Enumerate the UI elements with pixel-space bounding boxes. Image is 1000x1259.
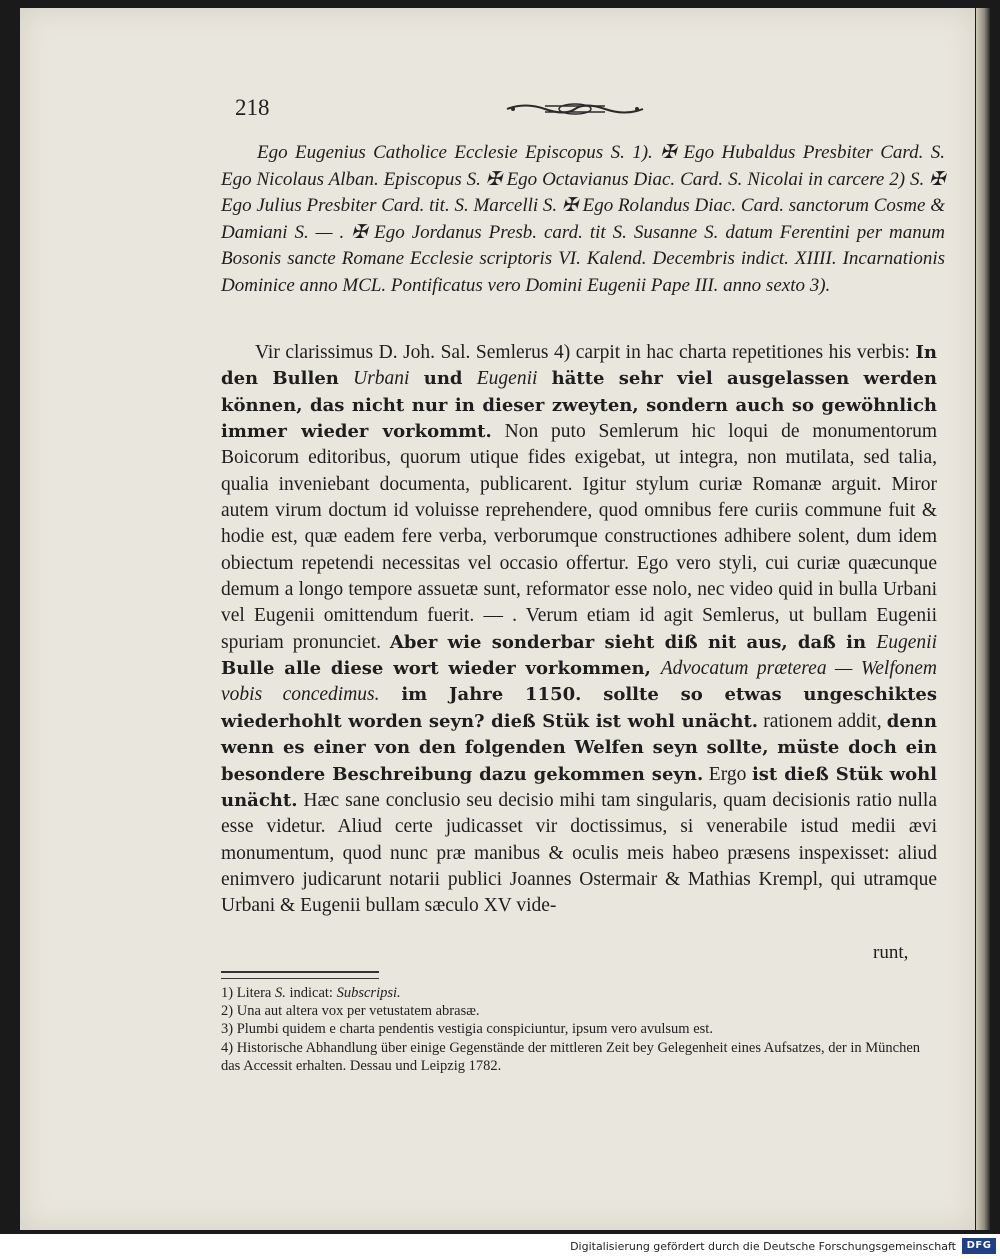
page-edge <box>976 8 990 1230</box>
text-italic: Eugenii <box>476 368 538 390</box>
footnote-emphasis: S. <box>274 985 286 1001</box>
text-italic: Advocatum præterea — Welfonem vobis concedimus. <box>221 658 937 706</box>
footnote-text: Historische Abhandlung über einige Gegenstände der mittleren Zeit bey Gelegenheit eines Aufsatzes, der in München das Accessit erhalten. Dessau und Leipzig 1782. <box>221 1039 921 1074</box>
footnote-text: Plumbi quidem e charta pendentis vestigia conspiciuntur, ipsum vero avulsum est. <box>236 1021 713 1038</box>
text-fraktur: ist dieß Stük wohl unächt. <box>221 763 938 811</box>
footnote-mark: 3) <box>221 1021 234 1038</box>
text-fraktur: im Jahre 1150. sollte so etwas ungeschiktes wiederhohlt worden seyn? dieß Stük ist wohl unächt. <box>221 684 938 732</box>
text-fraktur: und <box>409 368 477 390</box>
footnote-4 <box>221 1039 937 1075</box>
text-fraktur: denn wenn es einer von den folgenden Welfen seyn sollte, müste doch ein besondere Beschreibung dazu gekommen seyn. <box>221 710 937 785</box>
bull-subscription-text: Ego Eugenius Catholice Ecclesie Episcopus S. 1). ✠ Ego Hubaldus Presbiter Card. S. Ego Nicolaus Alban. Episcopus S. ✠ Ego Octavianus Diac. Card. S. Nicolai in carcere 2) S. ✠ Ego Julius Presbiter Card. tit. S. Marcelli S. ✠ Ego Rolandus Diac. Card. sanctorum Cosme & Damiani S. — . ✠ Ego Jordanus Presb. card. tit S. Susanne S. datum Ferentini per manum Bosonis sancte Romane Ecclesie scriptoris VI. Kalend. Decembris indict. XIIII. Incarnationis Dominice anno MCL. Pontificatus vero Domini Eugenii Pape III. anno sexto 3). <box>221 142 945 296</box>
footnote-text: Litera <box>236 985 275 1001</box>
text-latin: rationem addit, <box>758 710 887 732</box>
footnotes <box>221 984 937 1075</box>
text-latin: Vir clarissimus D. Joh. Sal. Semlerus 4) carpit in hac charta repetitiones his verbis: <box>255 342 916 363</box>
footnote-emphasis: Subscripsi. <box>336 985 401 1001</box>
footnote-mark: 1) <box>221 985 234 1001</box>
footnote-mark: 2) <box>221 1003 234 1020</box>
header-ornament <box>505 98 645 120</box>
text-italic: Eugenii <box>876 631 937 653</box>
text-latin: Hæc sane conclusio seu decisio mihi tam singularis, quam decisionis ratio nulla esse videtur. Aliud certe judicasset vir doctissimus, si venerabile istud medii ævi monumentum, quod nunc præ manibus & oculis meis habeo præsens inspexisset: aliud enimvero judicarunt notarii publici Joannes Ostermair & Mathias Krempl, qui utramque Urbani & Eugenii bullam sæculo XV vide- <box>221 789 937 917</box>
dfg-logo: DFG <box>962 1238 996 1254</box>
main-paragraph <box>221 340 937 920</box>
text-fraktur: Aber wie sonderbar sieht diß nit aus, daß in <box>389 631 877 653</box>
footnote-1 <box>221 984 937 1002</box>
footnote-text: indicat: <box>285 985 337 1001</box>
footnote-2 <box>221 1002 937 1020</box>
text-latin: Ergo <box>703 763 752 785</box>
page-number: 218 <box>235 95 270 120</box>
text-latin: Non puto Semlerum hic loqui de monumentorum Boicorum editoribus, quorum utique fides exigebat, ut integra, non mutilata, sed talia, qualia inveniebant documenta, publicarent. Igitur stylum curiæ Romanæ arguit. Miror autem virum doctum id voluisse reprehendere, quod omnibus fere curiis commune fuit & hodie est, quæ eadem fere verba, verborumque constructiones adhibere solent, dum idem obiectum repetendi necessitas vel occasio offertur. Ego vero styli, cui curiæ quæcunque demum a longo tempore assuetæ sunt, reformator esse nolo, nec video quid in bulla Urbani vel Eugenii omittendum fuerit. — . Verum etiam id agit Semlerus, ut bullam Eugenii spuriam pronunciet. <box>221 421 937 653</box>
text-fraktur: hätte sehr viel ausgelassen werden können, das nicht nur in dieser zweyten, sondern auch so gewöhnlich immer wieder vorkommt. <box>221 368 937 443</box>
footnote-rule <box>221 971 379 979</box>
footnote-3 <box>221 1020 937 1038</box>
funding-caption: Digitalisierung gefördert durch die Deutsche Forschungsgemeinschaft <box>570 1240 956 1253</box>
text-fraktur: In den Bullen <box>221 342 937 390</box>
footnote-text: Una aut altera vox per vetustatem abrasæ. <box>236 1003 480 1020</box>
footnote-mark: 4) <box>221 1039 234 1056</box>
catchword: runt, <box>873 942 909 963</box>
text-fraktur: Bulle alle diese wort wieder vorkommen, <box>221 658 661 680</box>
text-italic: Urbani <box>353 368 410 390</box>
